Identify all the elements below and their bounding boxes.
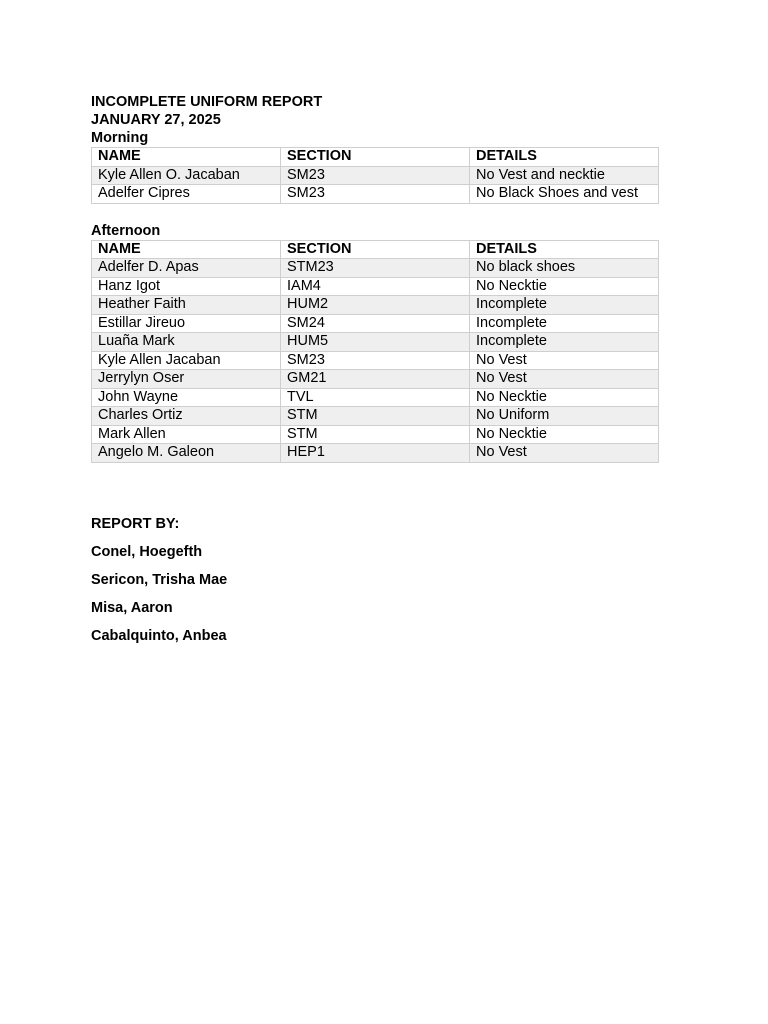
table-row bbox=[92, 425, 659, 444]
report-date: JANUARY 27, 2025 bbox=[91, 112, 221, 128]
cell-details: No Uniform bbox=[470, 407, 659, 426]
column-header-details: DETAILS bbox=[470, 240, 659, 259]
cell-section: SM23 bbox=[281, 166, 470, 185]
afternoon-table bbox=[91, 240, 659, 463]
afternoon-label: Afternoon bbox=[91, 222, 161, 239]
cell-section: IAM4 bbox=[281, 277, 470, 296]
cell-name: Luaña Mark bbox=[92, 333, 281, 352]
report-title: INCOMPLETE UNIFORM REPORT bbox=[91, 94, 323, 110]
table-row bbox=[92, 333, 659, 352]
column-header-section: SECTION bbox=[281, 148, 470, 167]
report-by-label: REPORT BY: bbox=[91, 515, 180, 532]
cell-name: Kyle Allen Jacaban bbox=[92, 351, 281, 370]
cell-section: TVL bbox=[281, 388, 470, 407]
cell-details: No Vest bbox=[470, 444, 659, 463]
cell-details: No Necktie bbox=[470, 425, 659, 444]
cell-section: HUM2 bbox=[281, 296, 470, 315]
cell-section: SM23 bbox=[281, 351, 470, 370]
cell-name: John Wayne bbox=[92, 388, 281, 407]
reporter-name: Conel, Hoegefth bbox=[91, 543, 203, 560]
reporter-name: Cabalquinto, Anbea bbox=[91, 627, 227, 644]
cell-name: Charles Ortiz bbox=[92, 407, 281, 426]
cell-section: GM21 bbox=[281, 370, 470, 389]
cell-details: No Vest bbox=[470, 351, 659, 370]
table-row bbox=[92, 388, 659, 407]
cell-name: Estillar Jireuo bbox=[92, 314, 281, 333]
cell-section: STM bbox=[281, 407, 470, 426]
table-row bbox=[92, 166, 659, 185]
column-header-section: SECTION bbox=[281, 240, 470, 259]
cell-section: HUM5 bbox=[281, 333, 470, 352]
cell-name: Adelfer Cipres bbox=[92, 185, 281, 204]
morning-table bbox=[91, 147, 659, 204]
cell-section: SM24 bbox=[281, 314, 470, 333]
table-row bbox=[92, 407, 659, 426]
table-header-row bbox=[92, 148, 659, 167]
table-row bbox=[92, 314, 659, 333]
column-header-name: NAME bbox=[92, 240, 281, 259]
cell-section: STM bbox=[281, 425, 470, 444]
cell-details: No Vest and necktie bbox=[470, 166, 659, 185]
column-header-name: NAME bbox=[92, 148, 281, 167]
cell-name: Hanz Igot bbox=[92, 277, 281, 296]
cell-section: SM23 bbox=[281, 185, 470, 204]
cell-name: Angelo M. Galeon bbox=[92, 444, 281, 463]
cell-name: Mark Allen bbox=[92, 425, 281, 444]
table-row bbox=[92, 185, 659, 204]
morning-label: Morning bbox=[91, 130, 149, 146]
cell-details: Incomplete bbox=[470, 314, 659, 333]
column-header-details: DETAILS bbox=[470, 148, 659, 167]
report-by-section bbox=[91, 515, 658, 645]
document-page bbox=[91, 93, 658, 655]
cell-name: Adelfer D. Apas bbox=[92, 259, 281, 278]
cell-details: No Vest bbox=[470, 370, 659, 389]
cell-details: No black shoes bbox=[470, 259, 659, 278]
cell-section: STM23 bbox=[281, 259, 470, 278]
cell-name: Jerrylyn Oser bbox=[92, 370, 281, 389]
cell-details: Incomplete bbox=[470, 333, 659, 352]
reporter-name: Sericon, Trisha Mae bbox=[91, 571, 228, 588]
table-row bbox=[92, 259, 659, 278]
cell-details: No Necktie bbox=[470, 388, 659, 407]
cell-name: Kyle Allen O. Jacaban bbox=[92, 166, 281, 185]
table-row bbox=[92, 277, 659, 296]
table-row bbox=[92, 351, 659, 370]
cell-name: Heather Faith bbox=[92, 296, 281, 315]
cell-details: No Black Shoes and vest bbox=[470, 185, 659, 204]
table-row bbox=[92, 444, 659, 463]
cell-section: HEP1 bbox=[281, 444, 470, 463]
table-row bbox=[92, 296, 659, 315]
reporter-name: Misa, Aaron bbox=[91, 599, 173, 616]
table-header-row bbox=[92, 240, 659, 259]
table-row bbox=[92, 370, 659, 389]
cell-details: No Necktie bbox=[470, 277, 659, 296]
cell-details: Incomplete bbox=[470, 296, 659, 315]
